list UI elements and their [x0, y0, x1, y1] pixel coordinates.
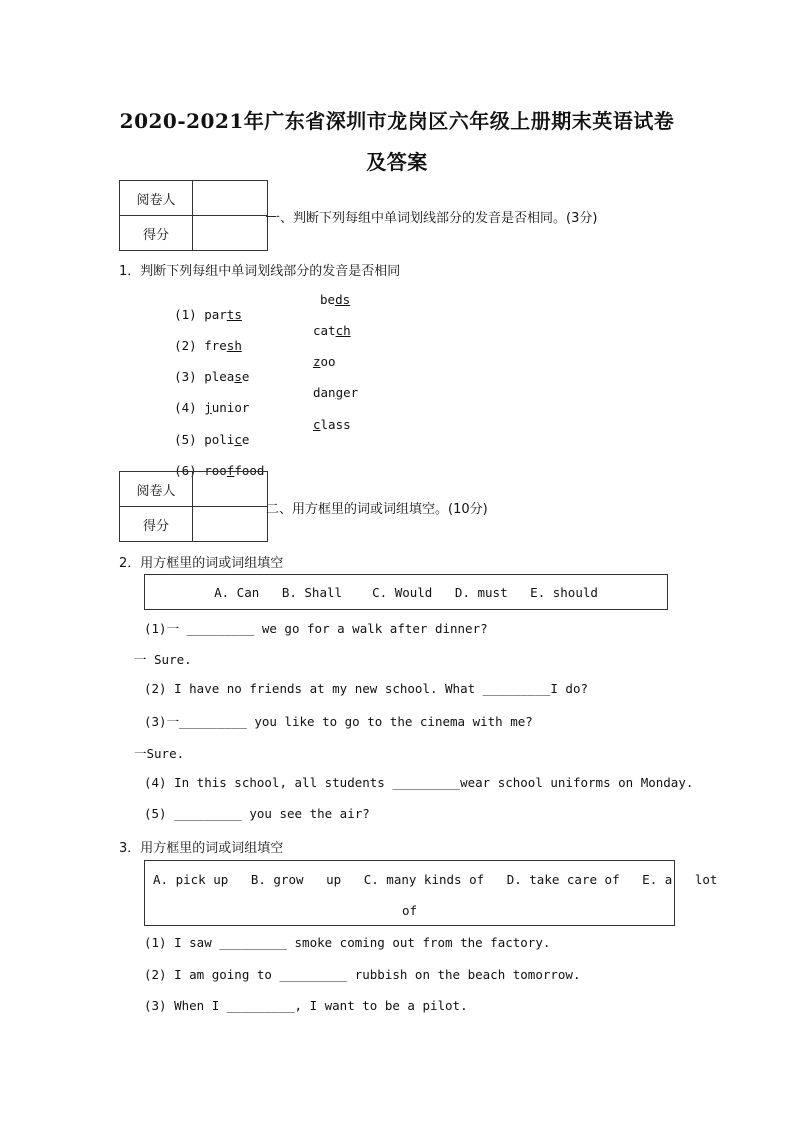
word-part: par	[204, 307, 227, 322]
options-text: A. Can B. Shall C. Would D. must E. should	[214, 585, 598, 600]
item-number: (3)	[174, 369, 197, 384]
list-item-word2	[320, 292, 350, 307]
word-part: unior	[211, 400, 250, 415]
word-part: roo	[204, 463, 227, 478]
reviewer-label: 阅卷人	[120, 472, 193, 507]
q3-line-2: (2) I am going to _________ rubbish on the beach tomorrow.	[144, 967, 581, 982]
score-label: 得分	[120, 507, 193, 542]
underlined-part: s	[234, 369, 242, 384]
question-1-label: 1．判断下列每组中单词划线部分的发音是否相同	[119, 264, 401, 279]
underlined-part: ds	[335, 292, 351, 307]
section2-heading: 二、用方框里的词或词组填空。(10分)	[266, 502, 488, 517]
item-number: (4)	[174, 400, 197, 415]
document-title: 2020-2021年广东省深圳市龙岗区六年级上册期末英语试卷	[119, 109, 675, 133]
item-number: (1)	[174, 307, 197, 322]
underlined-part: c	[313, 417, 321, 432]
underlined-part: g	[335, 385, 344, 400]
item-number: (6)	[174, 463, 197, 478]
q3-line-3: (3) When I _________, I want to be a pilot.	[144, 998, 468, 1013]
item-number: (5)	[174, 432, 197, 447]
list-item-word2	[313, 385, 358, 400]
q2-line-1: (1)一 _________ we go for a walk after dinner?	[144, 621, 488, 636]
q3-line-1: (1) I saw _________ smoke coming out from the factory.	[144, 935, 551, 950]
reviewer-cell	[193, 181, 268, 216]
section1-heading: 一、判断下列每组中单词划线部分的发音是否相同。(3分)	[267, 211, 598, 226]
underlined-part: ts	[226, 307, 242, 322]
q2-line-6: (4) In this school, all students _________wear school uniforms on Monday.	[144, 775, 694, 790]
word-part: food	[234, 463, 265, 478]
word-part: plea	[204, 369, 235, 384]
q2-line-2: 一 Sure.	[134, 652, 192, 667]
word-part: dan	[313, 385, 336, 400]
score-table-2	[119, 471, 268, 542]
item-number: (2)	[174, 338, 197, 353]
underlined-part: z	[313, 354, 321, 369]
word-part: lass	[320, 417, 351, 432]
q2-line-7: (5) _________ you see the air?	[144, 806, 370, 821]
document-title-continued: 及答案	[366, 150, 428, 174]
question-3-label: 3．用方框里的词或词组填空	[119, 841, 284, 856]
word-part: e	[241, 369, 250, 384]
word-part: be	[320, 292, 336, 307]
q2-line-4: (3)一_________ you like to go to the cinema with me?	[144, 714, 533, 729]
list-item-word2	[313, 354, 336, 369]
list-item-word2	[313, 417, 351, 432]
underlined-part: ch	[335, 323, 351, 338]
word-part: er	[343, 385, 359, 400]
underlined-part: f	[226, 463, 235, 478]
score-cell	[193, 216, 268, 251]
word-part: oo	[320, 354, 336, 369]
options-box-q2	[144, 574, 668, 610]
options-text-continued: of	[401, 903, 418, 918]
reviewer-cell	[193, 472, 268, 507]
word-part: fre	[204, 338, 227, 353]
options-text: A. pick up B. grow up C. many kinds of D. take care of E. a lot	[153, 872, 718, 887]
word-part: cat	[313, 323, 336, 338]
underlined-part: c	[234, 432, 242, 447]
question-2-label: 2．用方框里的词或词组填空	[119, 556, 284, 571]
list-item-word2	[313, 323, 351, 338]
q2-line-3: (2) I have no friends at my new school. What _________I do?	[144, 681, 589, 696]
underlined-part: sh	[226, 338, 242, 353]
score-label: 得分	[120, 216, 193, 251]
score-cell	[193, 507, 268, 542]
reviewer-label: 阅卷人	[120, 181, 193, 216]
options-box-q3	[144, 860, 718, 926]
score-table-1	[119, 180, 268, 251]
word-part: poli	[204, 432, 235, 447]
underlined-part: j	[204, 400, 212, 415]
q2-line-5: 一Sure.	[134, 746, 185, 761]
word-part: e	[241, 432, 250, 447]
